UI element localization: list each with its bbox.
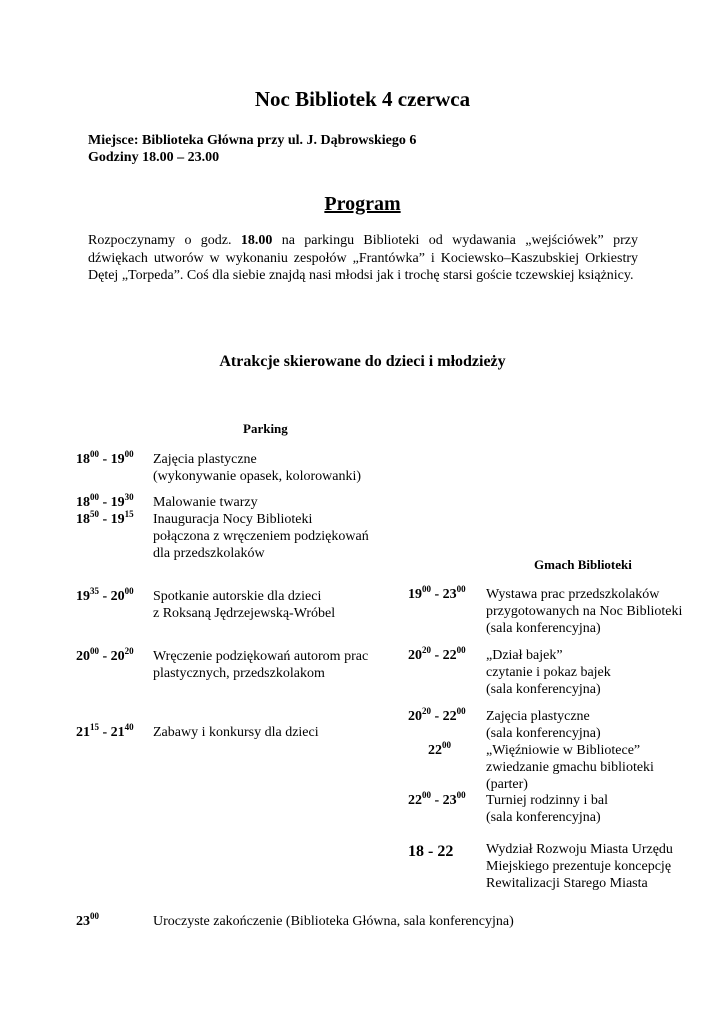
building-event-6-desc: Wydział Rozwoju Miasta Urzędu Miejskiego prezentuje koncepcję Rewitalizacji Starego Miasta <box>486 842 673 891</box>
building-event-3-desc: Zajęcia plastyczne (sala konferencyjna) <box>486 709 601 741</box>
place-line: Miejsce: Biblioteka Główna przy ul. J. Dąbrowskiego 6 <box>88 133 417 148</box>
parking-event-6-desc: Zabawy i konkursy dla dzieci <box>153 725 319 740</box>
building-event-2-desc: „Dział bajek” czytanie i pokaz bajek (sala konferencyjna) <box>486 648 611 697</box>
closing-time: $23^{00}$ <box>76 911 99 929</box>
building-event-2-time: $20^{20} - 22^{00}$ <box>408 645 466 663</box>
building-event-4-desc: „Więźniowie w Bibliotece” zwiedzanie gmachu biblioteki (parter) <box>486 743 654 792</box>
intro-after: na parkingu Biblioteki od wydawania „wejściówek” przy dźwiękach utworów w wykonaniu zespołów „Frantówka” i Kociewsko–Kaszubskiej Orkiestry Dętej „Torpeda”. Coś dla siebie znajdą nasi młodsi jak i trochę starsi goście tczewskiej książnicy. <box>88 233 639 283</box>
parking-event-2-desc: Malowanie twarzy <box>153 495 258 510</box>
hours-line: Godziny 18.00 – 23.00 <box>88 150 220 165</box>
closing-desc: Uroczyste zakończenie (Biblioteka Główna, sala konferencyjna) <box>153 914 514 929</box>
event-meta <box>88 132 416 166</box>
building-event-6-time: 18 - 22 <box>408 843 454 860</box>
building-event-5-time: $22^{00} - 23^{00}$ <box>408 790 466 808</box>
building-event-3-time: $20^{20} - 22^{00}$ <box>408 706 466 724</box>
page-title: Noc Bibliotek 4 czerwca <box>254 87 471 111</box>
parking-event-1-desc: Zajęcia plastyczne (wykonywanie opasek, kolorowanki) <box>153 452 362 484</box>
intro-paragraph <box>88 232 638 285</box>
building-event-4-time: $22^{00}$ <box>428 740 451 758</box>
intro-before: Rozpoczynamy o godz. <box>88 233 241 248</box>
parking-event-4-desc: Spotkanie autorskie dla dzieci z Roksaną Jędrzejewską-Wróbel <box>153 589 336 621</box>
program-heading: Program <box>324 193 401 215</box>
building-event-1-time: $19^{00} - 23^{00}$ <box>408 584 466 602</box>
parking-event-6-time: $21^{15} - 21^{40}$ <box>76 722 134 740</box>
parking-event-3-desc: Inauguracja Nocy Biblioteki połączona z wręczeniem podziękowań dla przedszkolaków <box>153 512 369 561</box>
intro-time: 18.00 <box>240 233 273 248</box>
parking-event-4-time: $19^{35} - 20^{00}$ <box>76 586 134 604</box>
building-event-1-desc: Wystawa prac przedszkolaków przygotowanych na Noc Biblioteki (sala konferencyjna) <box>486 587 683 636</box>
building-heading: Gmach Biblioteki <box>534 557 632 572</box>
parking-event-2-time: $18^{00} - 19^{30}$ <box>76 492 134 510</box>
parking-event-5-time: $20^{00} - 20^{20}$ <box>76 646 134 664</box>
parking-event-1-time: $18^{00} - 19^{00}$ <box>76 449 134 467</box>
section-heading: Atrakcje skierowane do dzieci i młodzieży <box>219 353 506 370</box>
parking-event-5-desc: Wręczenie podziękowań autorom prac plastycznych, przedszkolakom <box>153 649 369 681</box>
parking-heading: Parking <box>243 421 288 436</box>
parking-event-3-time: $18^{50} - 19^{15}$ <box>76 509 134 527</box>
building-event-5-desc: Turniej rodzinny i bal (sala konferencyjna) <box>486 793 608 825</box>
